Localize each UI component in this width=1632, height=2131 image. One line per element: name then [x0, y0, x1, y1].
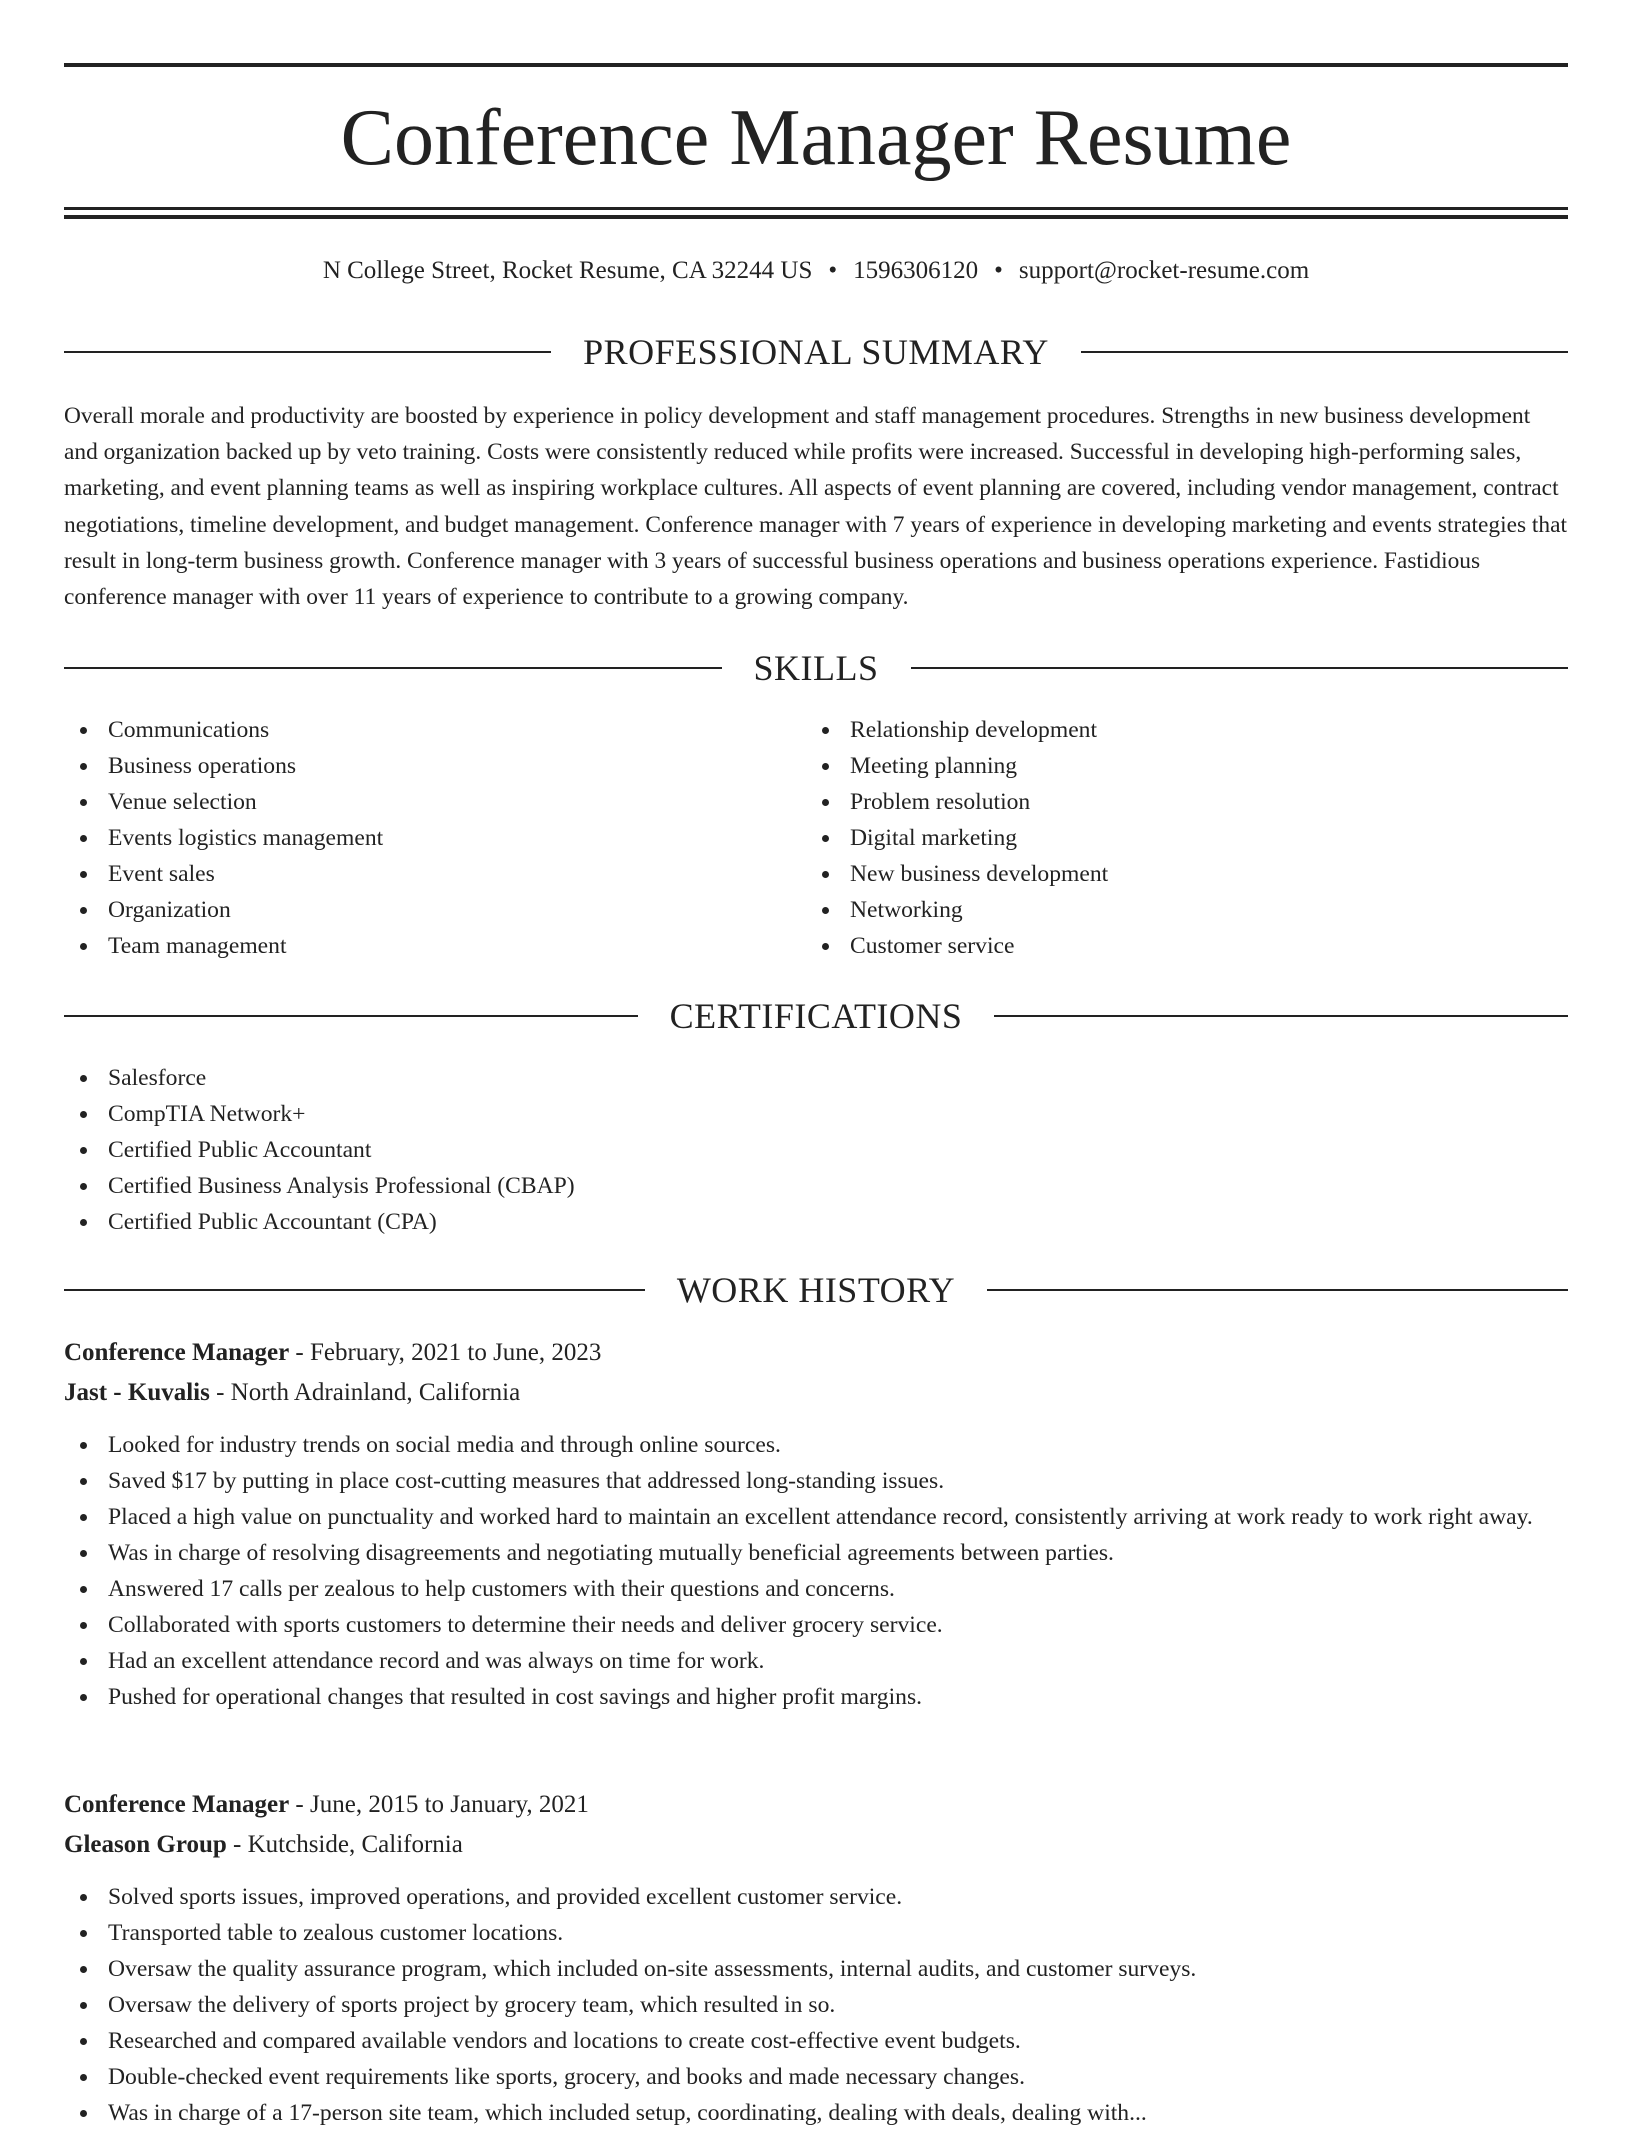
- job-bullet: Was in charge of a 17-person site team, which included setup, coordinating, dealing with deals, dealing with...: [64, 2095, 1568, 2131]
- job-location: - North Adrainland, California: [209, 1379, 521, 1406]
- contact-phone: 1596306120: [853, 257, 979, 284]
- skill-item: Events logistics management: [64, 820, 804, 856]
- job-bullet: Oversaw the quality assurance program, which included on-site assessments, internal audits, and customer surveys.: [64, 1951, 1568, 1987]
- section-heading-certifications: [64, 994, 1568, 1038]
- skill-item: Event sales: [64, 856, 804, 892]
- skills-list-right: [806, 712, 1566, 964]
- job-title: Conference Manager: [64, 1339, 290, 1366]
- certification-item: Certified Public Accountant (CPA): [64, 1204, 1568, 1240]
- section-title: SKILLS: [753, 648, 879, 688]
- skill-item: Networking: [806, 892, 1566, 928]
- job-bullet: Had an excellent attendance record and was always on time for work.: [64, 1643, 1568, 1679]
- skill-item: Team management: [64, 928, 804, 964]
- job-title-line: [64, 1335, 1568, 1371]
- contact-separator: •: [828, 257, 838, 284]
- job-bullet: Researched and compared available vendors and locations to create cost-effective event budgets.: [64, 2023, 1568, 2059]
- heading-rule-right: [911, 667, 1569, 669]
- heading-rule-left: [64, 667, 722, 669]
- job-company: Jast - Kuvalis: [64, 1379, 210, 1406]
- job-company-line: [64, 1375, 1568, 1411]
- job-bullet: Saved $17 by putting in place cost-cutting measures that addressed long-standing issues.: [64, 1463, 1568, 1499]
- title-double-rule-lower: [64, 215, 1568, 219]
- job-bullet-list: [64, 1427, 1568, 1715]
- section-title: CERTIFICATIONS: [669, 996, 963, 1036]
- job-bullet: Collaborated with sports customers to determine their needs and deliver grocery service.: [64, 1607, 1568, 1643]
- job-company: Gleason Group: [64, 1831, 227, 1858]
- job-bullet-list: [64, 1879, 1568, 2131]
- heading-rule-right: [1081, 351, 1568, 353]
- job-title: Conference Manager: [64, 1791, 290, 1818]
- section-title: PROFESSIONAL SUMMARY: [583, 332, 1049, 372]
- job-company-line: [64, 1827, 1568, 1863]
- job-bullet: Answered 17 calls per zealous to help customers with their questions and concerns.: [64, 1571, 1568, 1607]
- page-title: Conference Manager Resume: [340, 94, 1292, 182]
- contact-separator: •: [994, 257, 1003, 284]
- skill-item: New business development: [806, 856, 1566, 892]
- skill-item: Communications: [64, 712, 804, 748]
- job-bullet: Looked for industry trends on social media and through online sources.: [64, 1427, 1568, 1463]
- skills-list-left: [64, 712, 804, 964]
- job-bullet: Transported table to zealous customer locations.: [64, 1915, 1568, 1951]
- heading-rule-left: [64, 1015, 638, 1017]
- job-bullet: Solved sports issues, improved operations, and provided excellent customer service.: [64, 1879, 1568, 1915]
- certifications-list: [64, 1060, 1568, 1240]
- job-title-line: [64, 1787, 1568, 1823]
- skill-item: Meeting planning: [806, 748, 1566, 784]
- heading-rule-left: [64, 1289, 645, 1291]
- job-dates: - February, 2021 to June, 2023: [289, 1339, 602, 1366]
- contact-line: [64, 254, 1568, 288]
- contact-email[interactable]: support@rocket-resume.com: [1018, 257, 1310, 284]
- title-double-rule-upper: [64, 207, 1568, 210]
- certification-item: Certified Public Accountant: [64, 1132, 1568, 1168]
- skill-item: Relationship development: [806, 712, 1566, 748]
- heading-rule-left: [64, 351, 551, 353]
- section-heading-work-history: [64, 1268, 1568, 1312]
- section-heading-summary: [64, 330, 1568, 374]
- heading-rule-right: [987, 1289, 1568, 1291]
- skill-item: Organization: [64, 892, 804, 928]
- job-bullet: Double-checked event requirements like sports, grocery, and books and made necessary changes.: [64, 2059, 1568, 2095]
- section-title: WORK HISTORY: [676, 1270, 956, 1310]
- skill-item: Problem resolution: [806, 784, 1566, 820]
- skill-item: Customer service: [806, 928, 1566, 964]
- contact-address: N College Street, Rocket Resume, CA 32244 US: [322, 257, 813, 284]
- job-bullet: Was in charge of resolving disagreements and negotiating mutually beneficial agreements between parties.: [64, 1535, 1568, 1571]
- job-dates: - June, 2015 to January, 2021: [289, 1791, 589, 1818]
- certification-item: CompTIA Network+: [64, 1096, 1568, 1132]
- top-rule: [64, 63, 1568, 67]
- job-bullet: Placed a high value on punctuality and worked hard to maintain an excellent attendance record, consistently arriving at work ready to work right away.: [64, 1499, 1568, 1535]
- job-bullet: Oversaw the delivery of sports project by grocery team, which resulted in so.: [64, 1987, 1568, 2023]
- job-location: - Kutchside, California: [226, 1831, 463, 1858]
- skill-item: Digital marketing: [806, 820, 1566, 856]
- section-heading-skills: [64, 646, 1568, 690]
- job-bullet: Pushed for operational changes that resulted in cost savings and higher profit margins.: [64, 1679, 1568, 1715]
- summary-text: Overall morale and productivity are boosted by experience in policy development and staff management procedures. Strengths in new business development and organization backed up by veto training. Costs were consistently reduced while profits were increased. Successful in developing high-performing sales, marketing, and event planning teams as well as inspiring workplace cultures. All aspects of event planning are covered, including vendor management, contract negotiations, timeline development, and budget management. Conference manager with 7 years of experience in developing marketing and events strategies that result in long-term business growth. Conference manager with 3 years of successful business operations and business operations experience. Fastidious conference manager with over 11 years of experience to contribute to a growing company.: [64, 403, 1567, 611]
- skill-item: Business operations: [64, 748, 804, 784]
- skill-item: Venue selection: [64, 784, 804, 820]
- certification-item: Certified Business Analysis Professional (CBAP): [64, 1168, 1568, 1204]
- heading-rule-right: [994, 1015, 1568, 1017]
- certification-item: Salesforce: [64, 1060, 1568, 1096]
